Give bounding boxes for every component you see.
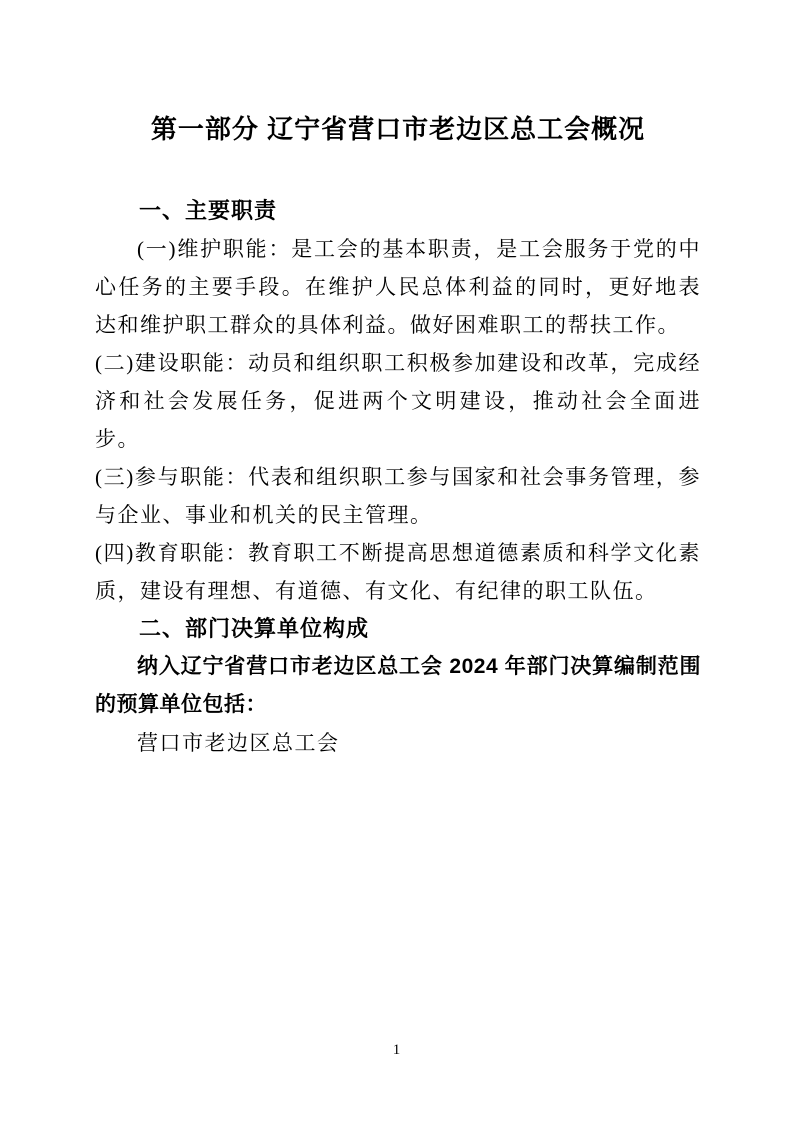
section-two-heading: 二、部门决算单位构成 [139,616,370,641]
section-main-duties [95,192,701,610]
paragraph-duty-educate: (四)教育职能：教育职工不断提高思想道德素质和科学文化素质，建设有理想、有道德、有文化、有纪律的职工队伍。 [95,541,701,603]
section-budget-units [95,610,701,762]
document-title: 第一部分 辽宁省营口市老边区总工会概况 [150,114,646,144]
paragraph-budget-scope: 纳入辽宁省营口市老边区总工会 2024 年部门决算编制范围的预算单位包括： [95,655,701,716]
paragraph-duty-participate: (三)参与职能：代表和组织职工参与国家和社会事务管理，参与企业、事业和机关的民主管理。 [95,465,701,527]
budget-unit-name: 营口市老边区总工会 [137,731,340,755]
paragraph-duty-construct: (二)建设职能：动员和组织职工积极参加建设和改革，完成经济和社会发展任务，促进两个文明建设，推动社会全面进步。 [95,351,701,451]
section-one-heading: 一、主要职责 [139,198,278,223]
paragraph-duty-protect: (一)维护职能：是工会的基本职责，是工会服务于党的中心任务的主要手段。在维护人民总体利益的同时，更好地表达和维护职工群众的具体利益。做好困难职工的帮扶工作。 [95,237,701,337]
page-number: 1 [392,1042,401,1058]
